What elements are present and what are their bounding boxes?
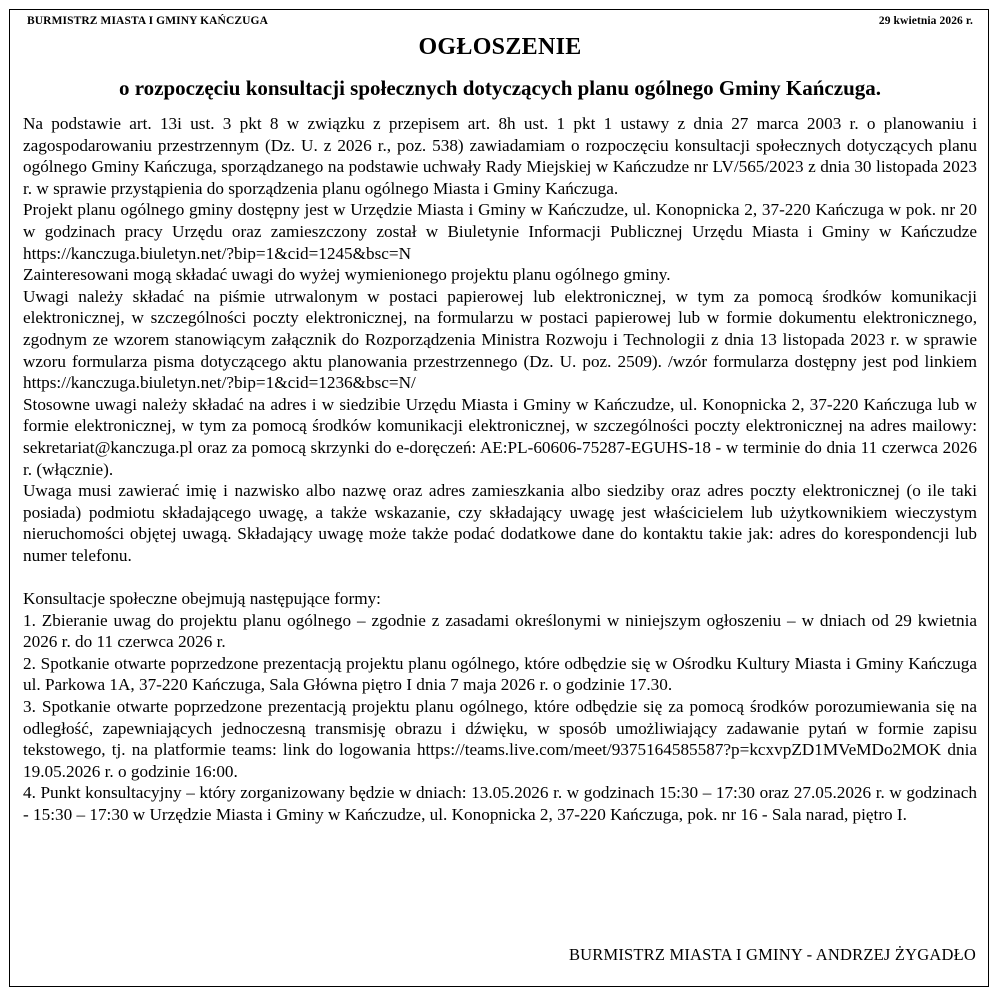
form-item-1: 1. Zbieranie uwag do projektu planu ogólnego – zgodnie z zasadami określonymi w niniejszym ogłoszeniu – w dniach od 29 kwietnia 2026 r. do 11 czerwca 2026 r. <box>23 610 977 652</box>
announcement-header <box>27 15 973 27</box>
paragraph-spacer <box>23 566 977 588</box>
paragraph-submission-address: Stosowne uwagi należy składać na adres i w siedzibie Urzędu Miasta i Gminy w Kańczudze, ul. Konopnicka 2, 37-220 Kańczuga lub w formie elektronicznej, w tym za pomocą środków komunikacji elektronicznej, w szczególności poczty elektronicznej na adres mailowy: sekretariat@kanczuga.pl oraz za pomocą skrzynki do e-doręczeń: AE:PL-60606-75287-EGUHS-18 - w terminie do dnia 11 czerwca 2026 r. (włącznie). <box>23 394 977 479</box>
announcement-title: OGŁOSZENIE <box>418 34 582 60</box>
paragraph-availability: Projekt planu ogólnego gminy dostępny jest w Urzędzie Miasta i Gminy w Kańczudze, ul. Konopnicka 2, 37-220 Kańczuga w pok. nr 20 w godzinach pracy Urzędu oraz zamieszczony został w Biuletynie Informacji Publicznej Urzędu Miasta i Gminy w Kańczudze https://kanczuga.biuletyn.net/?bip=1&cid=1245&bsc=N <box>23 200 977 263</box>
forms-intro: Konsultacje społeczne obejmują następujące formy: <box>23 589 381 609</box>
form-item-3: 3. Spotkanie otwarte poprzedzone prezentacją projektu planu ogólnego, które odbędzie się za pomocą środków porozumiewania się na odległość, zapewniających jednoczesną transmisję obrazu i dźwięku, w sposób umożliwiający zadawanie pytań w formie zapisu tekstowego, tj. na platformie teams: link do logowania https://teams.live.com/meet/9375164585587?p=kcxvpZD1MVeMDo2MOK dnia 19.05.2026 r. o godzinie 16:00. <box>23 697 977 781</box>
paragraph-interested: Zainteresowani mogą składać uwagi do wyżej wymienionego projektu planu ogólnego gminy. <box>23 265 671 285</box>
announcement-date: 29 kwietnia 2026 r. <box>878 15 973 27</box>
paragraph-submission-form: Uwagi należy składać na piśmie utrwalonym w postaci papierowej lub elektronicznej, w tym za pomocą środków komunikacji elektronicznej, w szczególności poczty elektronicznej, na formularzu w postaci papierowej lub w formie dokumentu elektronicznego, zgodnym ze wzorem stanowiącym załącznik do Rozporządzenia Ministra Rozwoju i Technologii z dnia 13 listopada 2023 r. w sprawie wzoru formularza pisma dotyczącego aktu planowania przestrzennego (Dz. U. poz. 2509). /wzór formularza dostępny jest pod linkiem https://kanczuga.biuletyn.net/?bip=1&cid=1236&bsc=N/ <box>23 286 977 393</box>
announcement-subtitle: o rozpoczęciu konsultacji społecznych dotyczących planu ogólnego Gminy Kańczuga. <box>118 76 882 100</box>
signature: BURMISTRZ MIASTA I GMINY - ANDRZEJ ŻYGADŁO <box>568 945 976 964</box>
form-item-4: 4. Punkt konsultacyjny – który zorganizowany będzie w dniach: 13.05.2026 r. w godzinach 15:30 – 17:30 oraz 27.05.2026 r. w godzinach - 15:30 – 17:30 w Urzędzie Miasta i Gminy w Kańczudze, ul. Konopnicka 2, 37-220 Kańczuga, pok. nr 16 - Sala narad, piętro I. <box>23 783 977 824</box>
paragraph-legal-basis: Na podstawie art. 13i ust. 3 pkt 8 w związku z przepisem art. 8h ust. 1 pkt 1 ustawy z dnia 27 marca 2003 r. o planowaniu i zagospodarowaniu przestrzennym (Dz. U. z 2026 r., poz. 538) zawiadamiam o rozpoczęciu konsultacji społecznych dotyczących planu ogólnego Gminy Kańczuga, sporządzanego na podstawie uchwały Rady Miejskiej w Kańczudze nr LV/565/2023 z dnia 30 listopada 2023 r. w sprawie przystąpienia do sporządzenia planu ogólnego Miasta i Gminy Kańczuga. <box>23 114 977 198</box>
issuer-label: BURMISTRZ MIASTA I GMINY KAŃCZUGA <box>27 15 268 27</box>
form-item-2: 2. Spotkanie otwarte poprzedzone prezentacją projektu planu ogólnego, które odbędzie się w Ośrodku Kultury Miasta i Gminy Kańczuga ul. Parkowa 1A, 37-220 Kańczuga, Sala Główna piętro I dnia 7 maja 2026 r. o godzinie 17.30. <box>23 653 977 695</box>
paragraph-required-content: Uwaga musi zawierać imię i nazwisko albo nazwę oraz adres zamieszkania albo siedziby oraz adres poczty elektronicznej (o ile taki posiada) podmiotu składającego uwagę, a także wskazanie, czy składający uwagę jest właścicielem lub użytkownikiem wieczystym nieruchomości objętej uwagą. Składający uwagę może także podać dodatkowe dane do kontaktu takie jak: adres do korespondencji lub numer telefonu. <box>23 481 977 565</box>
announcement-body <box>23 113 977 826</box>
